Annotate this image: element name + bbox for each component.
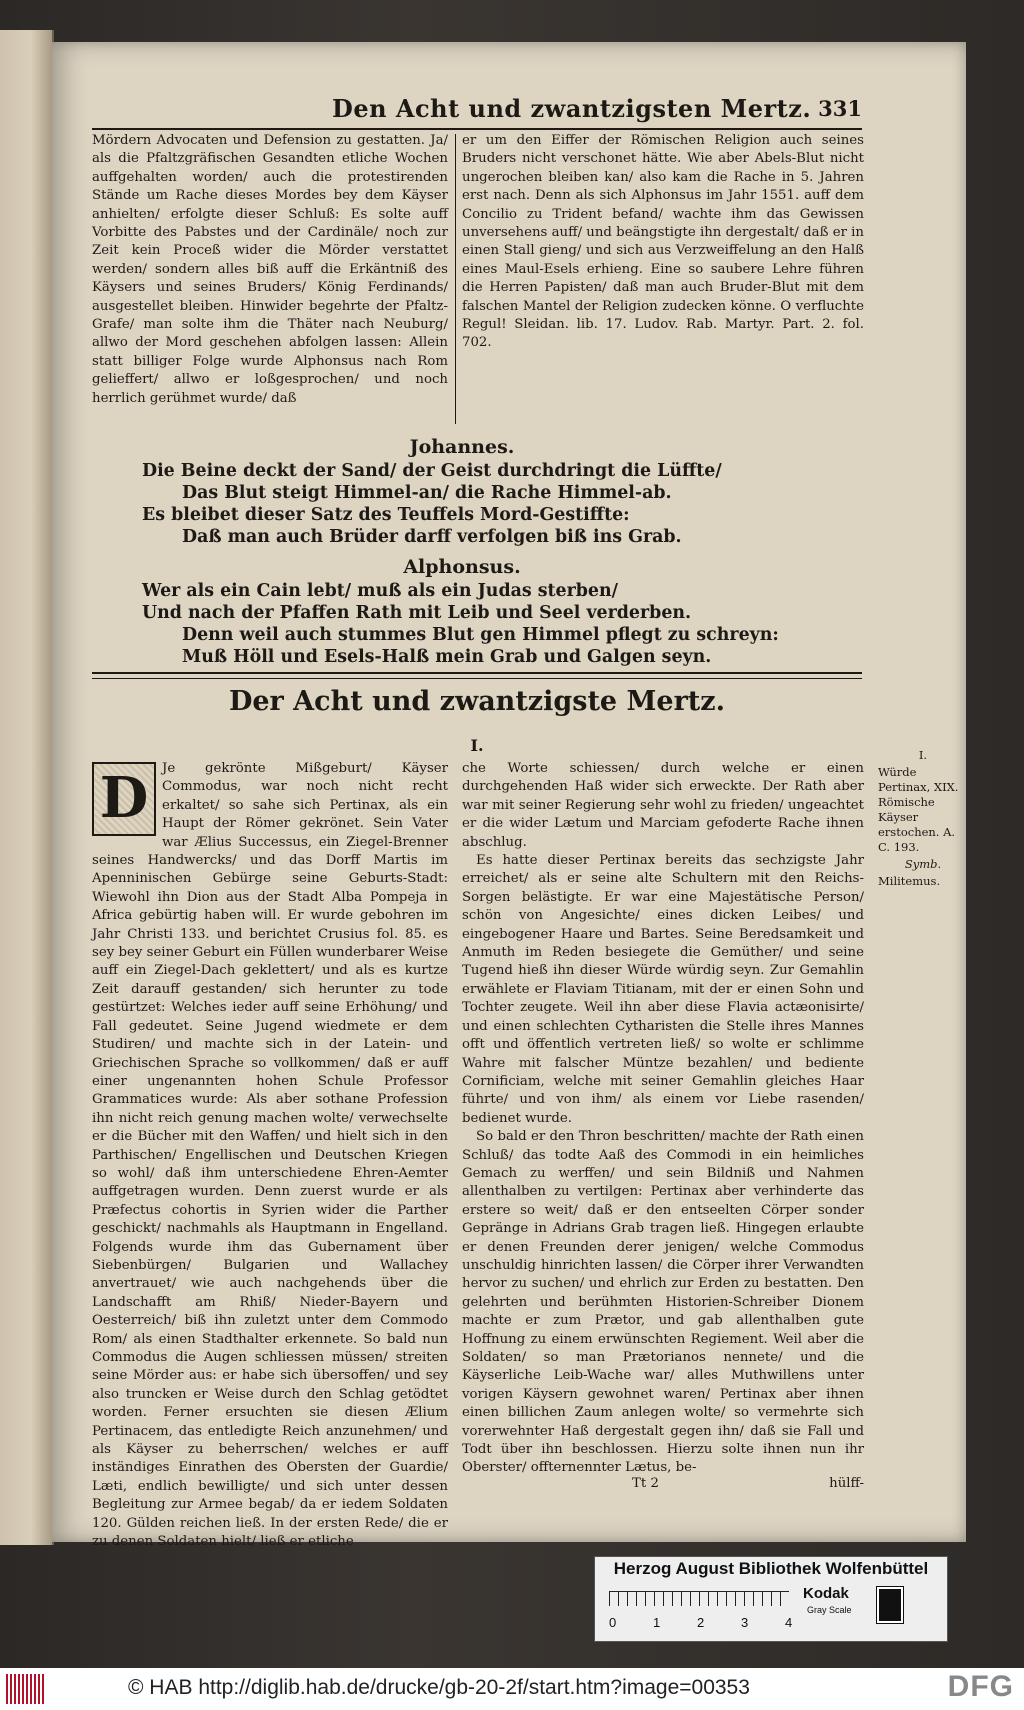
marginal-note: I. [918, 748, 928, 762]
scale-label: 0 [609, 1615, 617, 1630]
running-title: Den Acht und zwantzigsten Mertz. [332, 94, 812, 123]
color-calibration-bar [594, 1556, 948, 1642]
scale-label: 3 [741, 1615, 749, 1630]
poem-line: Denn weil auch stummes Blut gen Himmel pflegt zu schreyn: [182, 625, 779, 645]
previous-page-edge [0, 30, 54, 1545]
column-divider [455, 134, 456, 424]
poem-line: Die Beine deckt der Sand/ der Geist durchdringt die Lüffte/ [142, 461, 722, 481]
top-left-paragraph: Mördern Advocaten und Defension zu gestatten. Ja/ als die Pfaltzgräfischen Gesandten etliche Wochen auffgehalten worden/ auch die protestirenden Stände um Rache dieses Mordes bey dem Käyser anhielten/ erfolgte dieser Schluß: Es solte auff Vorbitte des Pabstes und der Cardinäle/ noch zur Zeit kein Proceß wider die Mörder verstattet werden/ sondern alles biß auff die Erkäntniß des Käysers und seines Bruders/ König Ferdinands/ ausgestellet bleiben. Hinwider begehrte der Pfaltz-Grafe/ man solte ihm die Thäter nach Neuburg/ allwo der Mord geschehen abfolgen lassen: Allein statt billiger Folge wurde Alphonsus nach Rom gelieffert/ allwo er loßgesprochen/ und noch herrlich gerühmet wurde/ daß [92, 133, 448, 406]
body-right-paragraph: che Worte schiessen/ durch welche er einen durchgehenden Haß wider sich erweckte. Der Rath aber war mit seiner Regierung sehr wohl zu frieden/ ungeachtet er die wider Lætum und Marciam gefoderte Rache ihnen abschlug. [462, 761, 864, 850]
running-head [92, 94, 862, 130]
source-url[interactable]: © HAB http://diglib.hab.de/drucke/gb-20-2f/start.htm?image=00353 [128, 1676, 750, 1699]
poem-line: Muß Höll und Esels-Halß mein Grab und Galgen seyn. [182, 647, 712, 667]
book-page [52, 42, 966, 1550]
section-number: I. [470, 736, 484, 755]
barcode-icon [6, 1674, 46, 1704]
section-rule-thin [92, 678, 862, 679]
section-heading: Der Acht und zwantzigste Mertz. [228, 686, 726, 717]
section-rule [92, 672, 862, 674]
viewer-footer [0, 1668, 1024, 1710]
body-right-paragraph: So bald er den Thron beschritten/ machte der Rath einen Schluß/ das todte Aaß des Commodi in ein heimliches Gemach zu werffen/ und sein Bildniß und Nahmen allenthalben zu vertilgen: Pertinax aber verhinderte das erstere so weit/ daß er den entseelten Cörper sonder Gepränge in Adrians Grab tragen ließ. Hingegen erlaubte er denen Freunden derer jenigen/ welche Commodus unschuldig hinrichten lassen/ die Cörper ihrer Verwandten hervor zu suchen/ und ehrlich zur Erden zu bestatten. Den gelehrten und berühmten Historien-Schreiber Dionem machte er zum Prætor, und gab allenthalben gute Hoffnung zu einem erwünschten Regiement. Weil aber die Soldaten/ so man Prætorianos nennete/ und die Käyserliche Leib-Wache war/ alles Muthwillens unter vorigen Käysern gewohnet waren/ Pertinax aber ihnen einen billichen Zaum anlegen wolte/ so vermehrte sich vorerwehnter Haß dergestalt gegen ihn/ daß sie Fall und Todt über ihn beschlossen. Hierzu solte ihnen nun ihr Oberster/ offternennter Lætus, be- [462, 1129, 864, 1476]
marginal-note: Symb. [904, 857, 942, 871]
body-left-column [92, 760, 448, 1551]
body-right-column [462, 760, 864, 1478]
marginal-note: Würde Pertinax, XIX. Römische Käyser erstochen. A. C. 193. [878, 765, 959, 854]
kodak-logo: Kodak [803, 1585, 849, 1602]
top-left-column [92, 132, 448, 408]
poem-line: Wer als ein Cain lebt/ muß als ein Judas sterben/ [142, 581, 618, 601]
poem-heading: Alphonsus. [403, 556, 521, 578]
catchword: hülff- [829, 1476, 864, 1491]
marginal-notes [878, 748, 968, 891]
dfg-logo: DFG [947, 1670, 1014, 1703]
poem-heading: Johannes. [409, 436, 515, 458]
signature-mark: Tt 2 [632, 1476, 659, 1491]
gray-scale-label: Gray Scale [807, 1605, 852, 1615]
poem-line: Und nach der Pfaffen Rath mit Leib und Seel verderben. [142, 603, 692, 623]
top-right-paragraph: er um den Eiffer der Römischen Religion auch seines Bruders nicht verschonet hätte. Wie aber Abels-Blut nicht ungerochen bleiben kan/ also kam die Rache in 5. Jahren erst nach. Denn als sich Alphonsus im Jahr 1551. auff dem Concilio zu Trident befand/ wachte ihm das Gewissen unversehens auff/ und beängstigte ihn dergestalt/ daß er in einen Stall gieng/ und sich aus Verzweiffelung an den Halß eines Maul-Esels erhieng. Eine so saubere Lehre führen die Herren Papisten/ daß man auch Bruder-Blut mit dem falschen Mantel der Religion zudecken könne. O verfluchte Regul! Sleidan. lib. 17. Ludov. Rab. Martyr. Part. 2. fol. 702. [462, 133, 864, 351]
body-left-paragraph: Je gekrönte Mißgeburt/ Käyser Commodus, war noch nicht recht erkaltet/ so sahe sich Pertinax, als ein Haupt der Römer gekrönet. Sein Vater war Ælius Successus, ein Ziegel-Brenner seines Handwercks/ und das Dorff Martis im Apenninischen Gebürge seine Geburts-Stadt: Wiewohl ihn Dion aus der Stadt Alba Pompeja in Africa gebürtig haben will. Er wurde gebohren im Jahr Christi 133. und berichtet Crusius fol. 85. es sey bey seiner Geburt ein Füllen wunderbarer Weise auff ein Ziegel-Dach geklettert/ und als es kurtze Zeit darauff gestanden/ sich herunter zu tode gestürtzet: Welches ieder auff seine Erhöhung/ und Fall gedeutet. Seine Jugend wiedmete er dem Studiren/ und machte sich in der Latein- und Griechischen Sprache so vollkommen/ daß er auff einer ungenannten hohen Schule Professor Grammatices wurde: Als aber sothane Profession ihn nicht reich genung machen wolte/ verwechselte er die Bücher mit den Waffen/ und hielt sich in den Parthischen/ Engellischen und Deutschen Kriegen so wohl/ daß ihm unterschiedene Ehren-Aemter auffgetragen wurden. Denn zuerst wurde er als Præfectus cohortis in Syrien wider die Parther geschickt/ nachmahls als Hauptmann in Engelland. Folgends wurde ihm das Gubernament über Siebenbürgen/ Bulgarien und Wallachey anvertrauet/ wie auch nachgehends über die Landschafft am Rhiß/ Nieder-Bayern und Oesterreich/ biß ihn zuletzt unter dem Commodo Rom/ als einen Stadthalter erkennete. So bald nun Commodus die Augen schliessen müssen/ streiten seine Mörder aus: er habe sich übersoffen/ und sey also truncken er Weise durch den Schlag getödtet worden. Ferner ersuchten sie diesen Ælium Pertinacem, das entledigte Reich anzunehmen/ und als Käyser zu beherrschen/ welches er auff inständiges Einrathen des Obersten der Guardie/ Læti, endlich bewilligte/ und sich unter dessen Begleitung zur Armee begab/ da er iedem Soldaten 120. Gülden reichen ließ. In der ersten Rede/ die er zu denen Soldaten hielt/ ließ er etliche [92, 761, 448, 1550]
ruler-scale [609, 1591, 789, 1606]
top-right-column [462, 132, 864, 353]
marginal-note: Militemus. [878, 874, 941, 888]
poem-line: Es bleibet dieser Satz des Teuffels Mord-Gestiffte: [142, 505, 630, 525]
scale-label: 2 [697, 1615, 705, 1630]
poem-line: Daß man auch Brüder darff verfolgen biß ins Grab. [182, 527, 682, 547]
poem-line: Das Blut steigt Himmel-an/ die Rache Himmel-ab. [182, 483, 672, 503]
body-right-paragraph: Es hatte dieser Pertinax bereits das sechzigste Jahr erreichet/ als er seine alte Schultern mit den Reichs-Sorgen belästigte. Er war eine Majestätische Person/ schön von Angesichte/ eines dicken Leibes/ und eingebogener Haare und Bartes. Seine Beredsamkeit und Anmuth im Reden besiegete die Gemüther/ und seine Tugend hieß ihn dieser Würde würdig seyn. Zur Gemahlin erwählete er Flaviam Titianam, mit der er einen Sohn und Tochter zeugete. Weil ihn aber diese Flavia actæonisirte/ und einen schlechten Cytharisten die Stelle ihres Mannes offt und öffentlich vertreten ließ/ so wolte er schlimme Wahre mit falscher Müntze bezahlen/ und bediente Cornificiam, welche mit seiner Gemahlin gleiches Haar führte/ und von ihm/ als einem vor Liebe rasenden/ bedienet wurde. [462, 853, 864, 1126]
library-name: Herzog August Bibliothek Wolfenbüttel [613, 1559, 929, 1578]
scale-label: 1 [653, 1615, 661, 1630]
scale-label: 4 [785, 1615, 793, 1630]
decorated-initial: D [92, 762, 156, 836]
poem-johannes [142, 436, 782, 548]
poem-alphonsus [142, 556, 782, 668]
gray-patch [877, 1587, 903, 1623]
page-number: 331 [818, 96, 862, 121]
